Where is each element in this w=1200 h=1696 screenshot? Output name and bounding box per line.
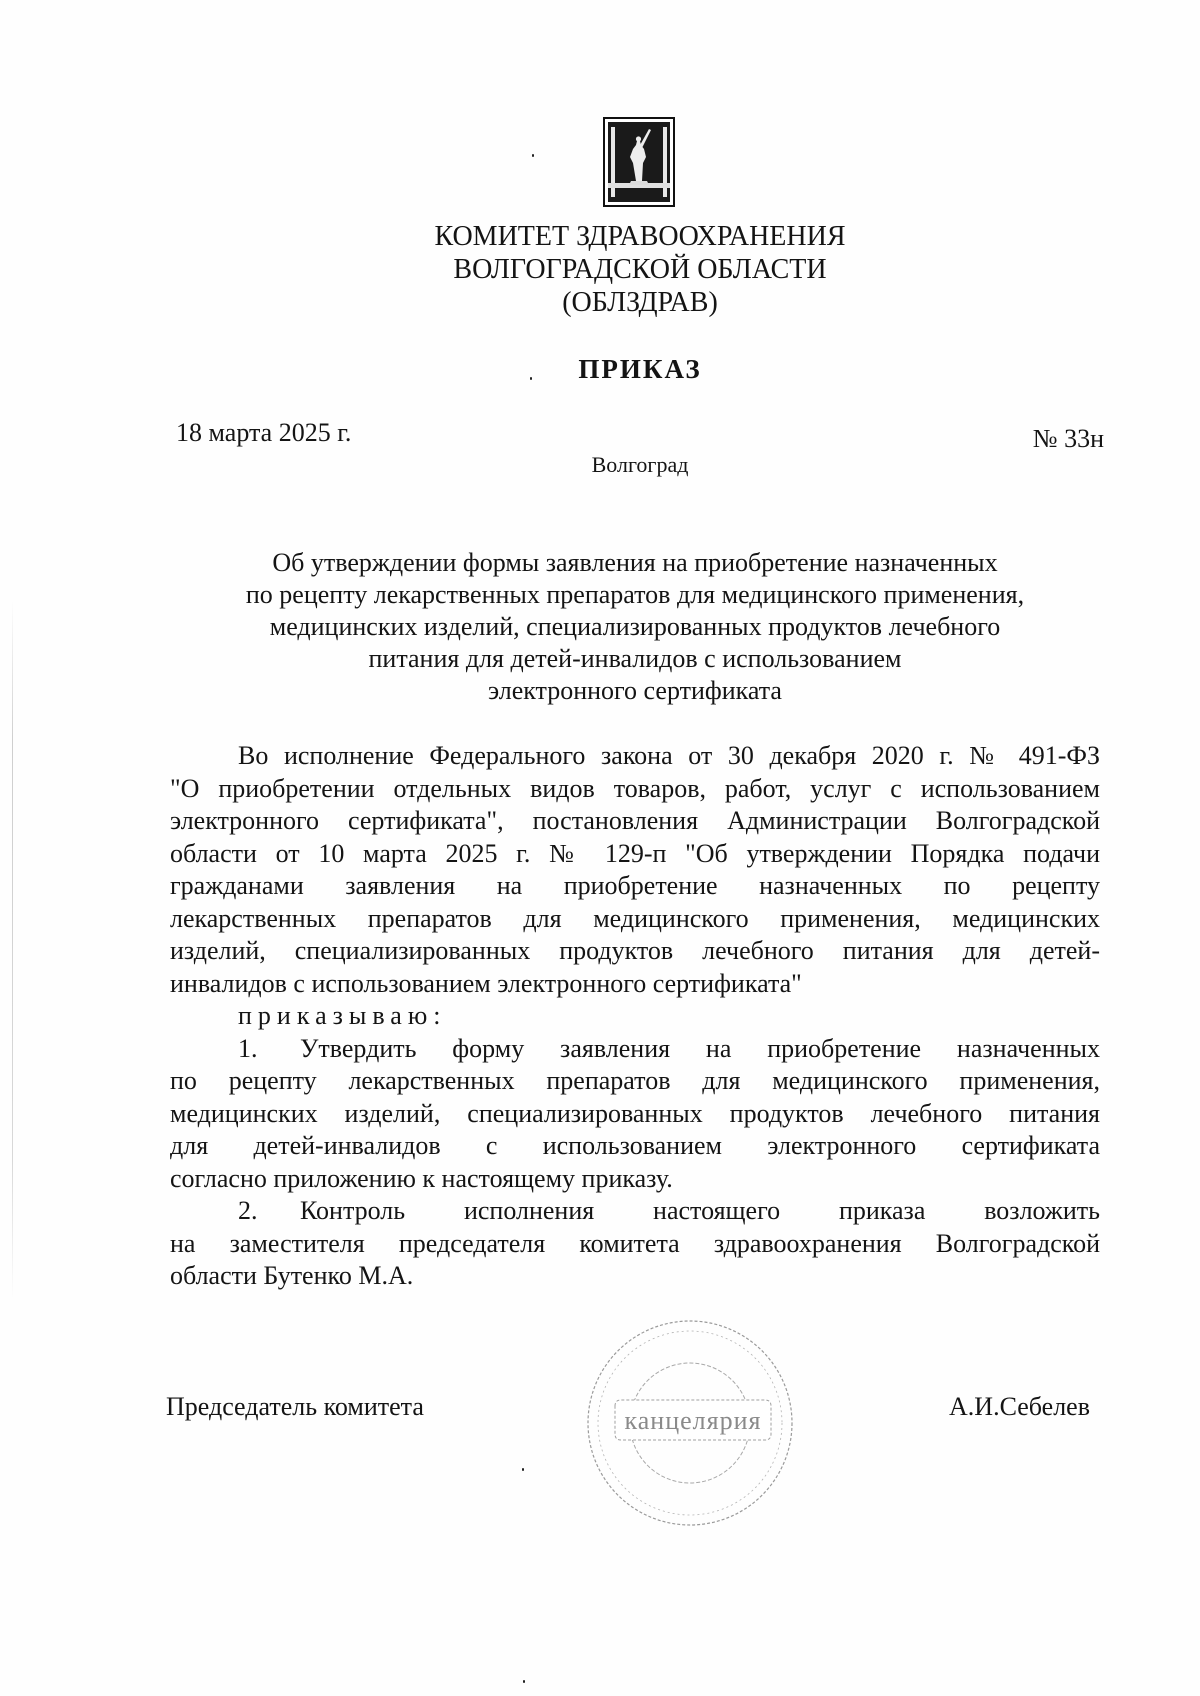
order-word: приказываю: [238,1001,447,1030]
preamble-line: гражданами заявления на приобретение назначенных по рецепту [170,871,1100,900]
title-line: медицинских изделий, специализированных продуктов лечебного [269,612,1001,641]
stamp-label: канцелярия [624,1406,762,1435]
document-number: № 33н [1032,424,1104,453]
item-2-number: 2. [238,1196,258,1225]
item-1-line: для детей-инвалидов с использованием электронного сертификата [170,1131,1100,1160]
item-1-line: согласно приложению к настоящему приказу. [170,1163,673,1193]
item-1-text: Утвердить форму заявления на приобретение назначенных [300,1033,1100,1063]
preamble-line: области от 10 марта 2025 г. № 129-п "Об утверждении Порядка подачи [170,838,1100,868]
item-2-line: на заместителя председателя комитета здравоохранения Волгоградской [170,1228,1100,1258]
item-1-number: 1. [238,1033,258,1063]
preamble-line: изделий, специализированных продуктов лечебного питания для детей- [170,936,1100,965]
preamble-line: лекарственных препаратов для медицинского применения, медицинских [170,903,1100,933]
document-date: 18 марта 2025 г. [176,418,352,447]
preamble-line: инвалидов с использованием электронного сертификата" [170,968,802,998]
item-1-line: по рецепту лекарственных препаратов для медицинского применения, [170,1066,1100,1095]
scan-speck [522,1468,524,1471]
scan-speck [532,154,534,157]
coat-of-arms-icon [603,117,675,207]
title-line: Об утверждении формы заявления на приобретение назначенных [272,548,998,577]
preamble-line: электронного сертификата", постановления Администрации Волгоградской [170,806,1100,835]
office-stamp-icon [575,1308,805,1538]
title-line: питания для детей-инвалидов с использованием [368,644,902,673]
document-title [170,547,1100,707]
org-name-line2: ВОЛГОГРАДСКОЙ ОБЛАСТИ [453,254,827,285]
item-2-line: области Бутенко М.А. [170,1261,414,1290]
scan-speck [523,1680,525,1683]
document-city: Волгоград [591,452,689,477]
preamble-line: Во исполнение Федерального закона от 30 декабря 2020 г. № 491-ФЗ [238,741,1100,770]
preamble-line: "О приобретении отдельных видов товаров, работ, услуг с использованием [170,773,1100,803]
org-name-line3: (ОБЛЗДРАВ) [562,287,718,318]
document-type: ПРИКАЗ [578,354,702,384]
item-1-first-line [170,1033,1100,1066]
item-1-line: медицинских изделий, специализированных продуктов лечебного питания [170,1098,1100,1128]
signatory-name: А.И.Себелев [949,1392,1090,1421]
document-body [170,740,1100,1293]
org-name-line1: КОМИТЕТ ЗДРАВООХРАНЕНИЯ [434,221,846,252]
organization-header [300,220,980,319]
title-line: по рецепту лекарственных препаратов для медицинского применения, [245,580,1025,609]
signatory-position: Председатель комитета [166,1392,424,1421]
title-line: электронного сертификата [488,676,782,705]
item-2-first-line [170,1195,1100,1228]
item-2-text: Контроль исполнения настоящего приказа возложить [300,1196,1100,1225]
scan-edge-artifact [12,600,13,1300]
scan-speck [530,377,532,380]
